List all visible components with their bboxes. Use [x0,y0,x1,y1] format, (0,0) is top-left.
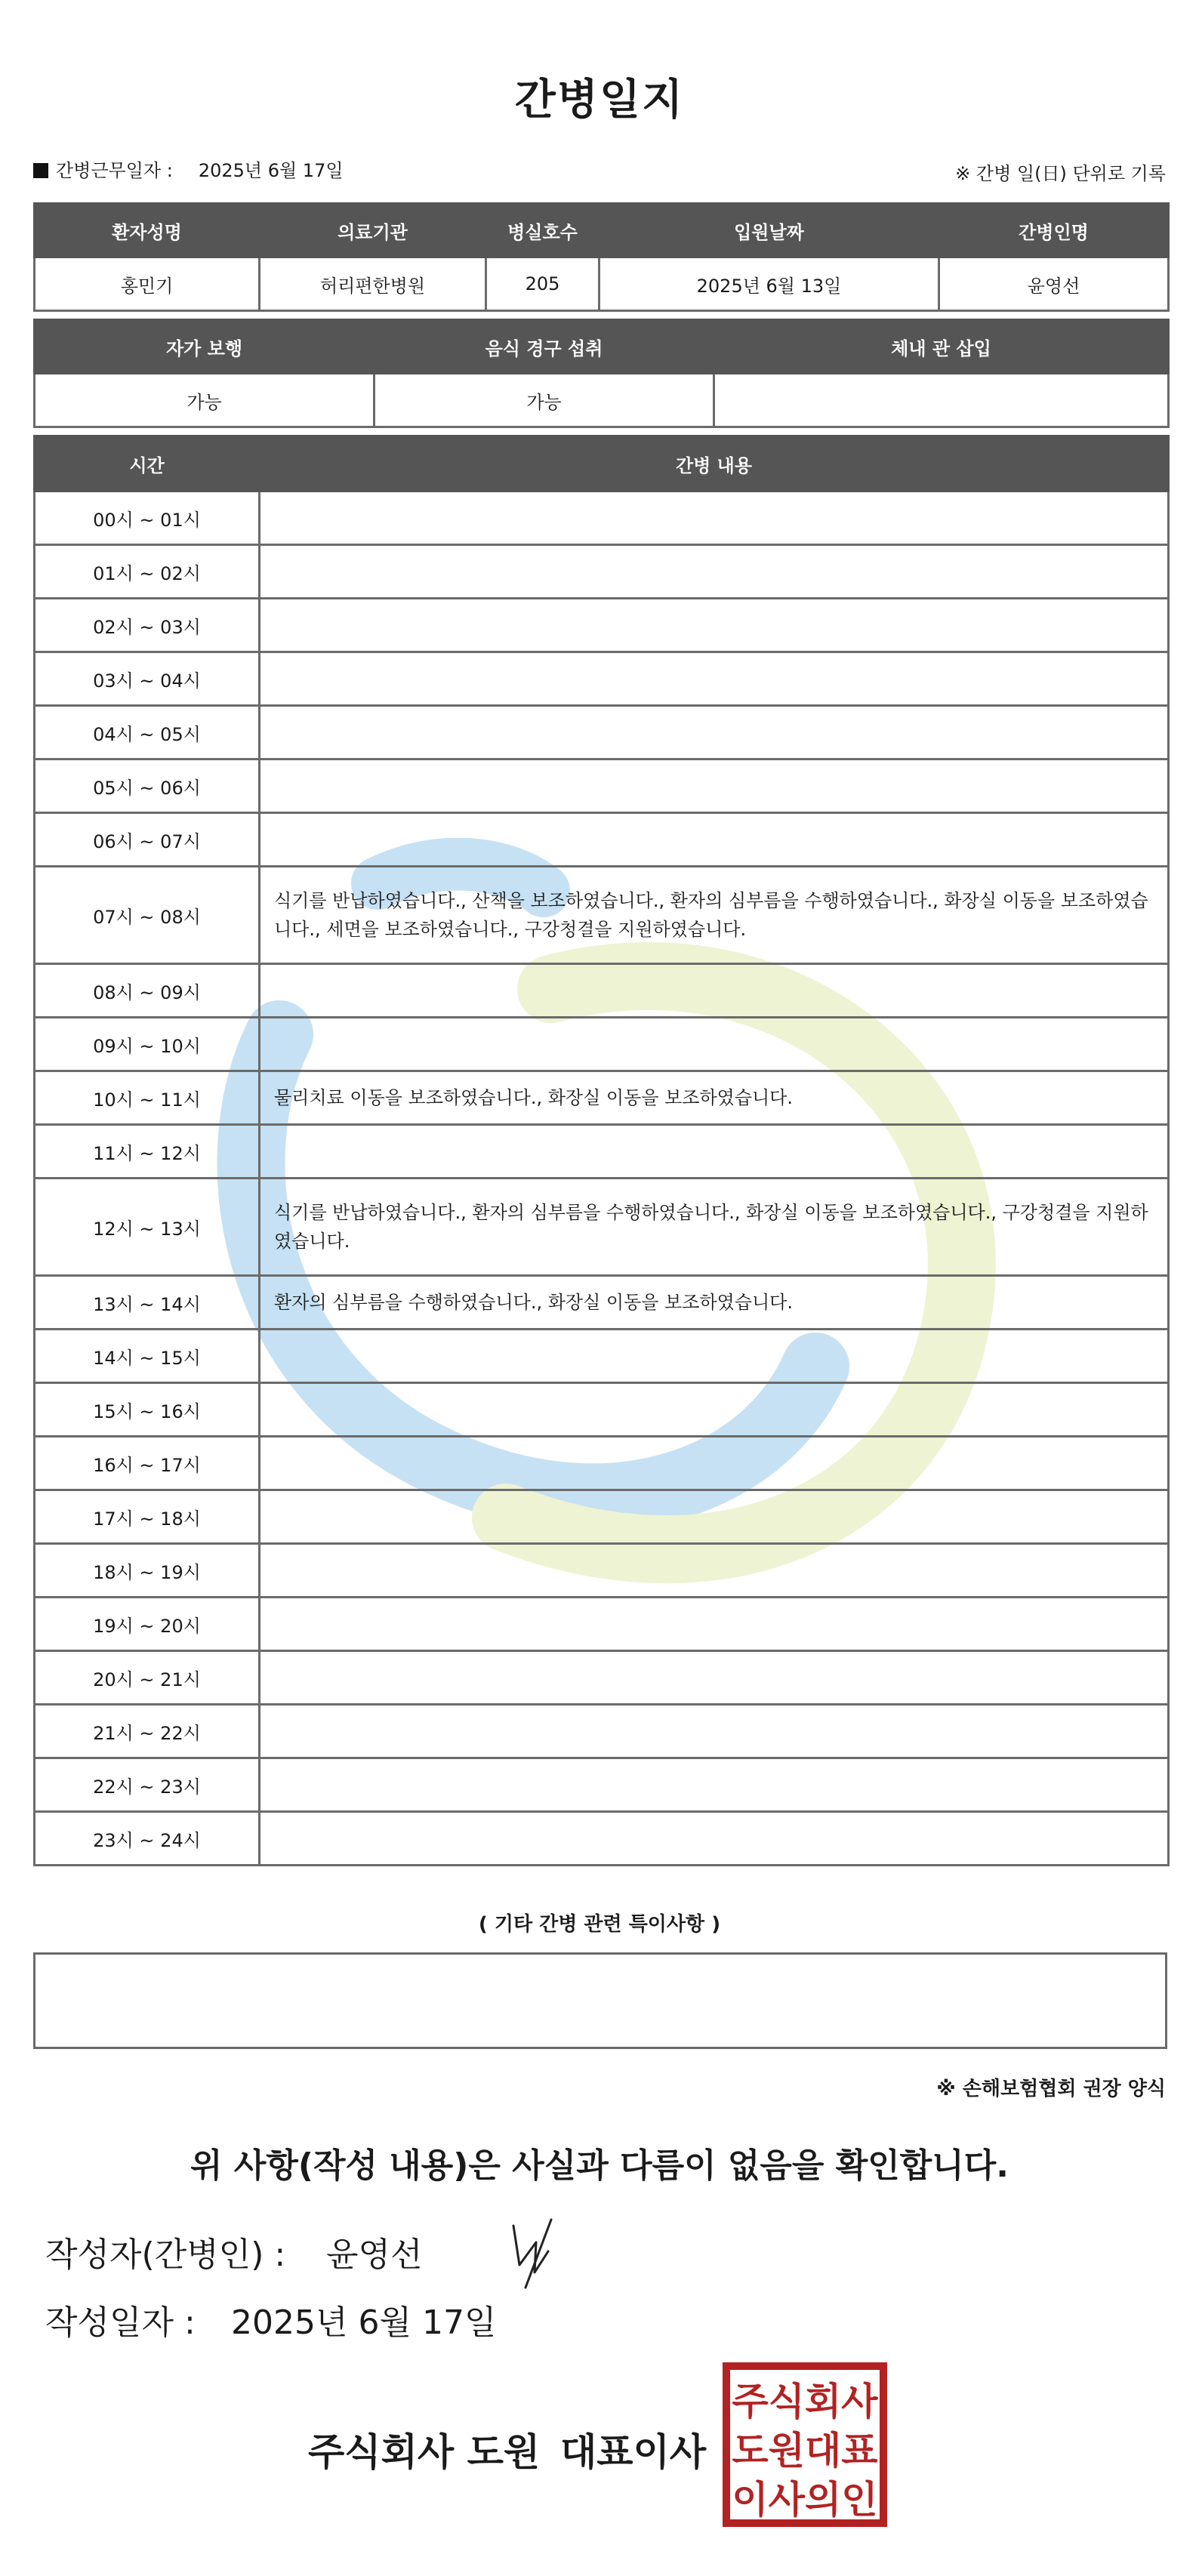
care-content-cell [260,1383,1169,1437]
time-cell: 23시 ~ 24시 [35,1812,260,1866]
square-bullet-icon [33,163,48,178]
header-oral-intake: 음식 경구 섭취 [374,320,714,374]
time-cell: 17시 ~ 18시 [35,1490,260,1544]
care-content-cell [260,1437,1169,1490]
time-cell: 22시 ~ 23시 [35,1758,260,1812]
care-content-cell [260,1705,1169,1758]
hospital-name: 허리편한병원 [260,257,486,311]
company-name: 주식회사 도원 [308,2430,541,2474]
writer-label: 작성자(간병인) : [45,2236,286,2274]
care-log-table [33,435,1170,1866]
table-row [35,1383,1169,1437]
header-room: 병실호수 [486,204,600,257]
care-content-cell [260,1330,1169,1383]
time-cell: 14시 ~ 15시 [35,1330,260,1383]
time-cell: 07시 ~ 08시 [35,867,260,964]
patient-info-table [33,202,1170,312]
admission-date: 2025년 6월 13일 [600,257,939,311]
table-row [35,1651,1169,1705]
special-notes-label: ( 기타 간병 관련 특이사항 ) [478,1913,721,1936]
table-row [35,1490,1169,1544]
patient-value-row [35,257,1169,311]
time-cell: 06시 ~ 07시 [35,813,260,867]
room-number: 205 [486,257,600,311]
table-row [35,760,1169,813]
table-row [35,1276,1169,1330]
table-row [35,1018,1169,1071]
care-content-cell [260,1018,1169,1071]
table-row [35,964,1169,1018]
company-seal [722,2362,888,2528]
seal-line-2: 도원대표 [732,2429,878,2473]
source-note: ※ 손해보험협회 권장 양식 [936,2078,1166,2100]
time-cell: 15시 ~ 16시 [35,1383,260,1437]
header-caregiver-name: 간병인명 [939,204,1169,257]
time-cell: 21시 ~ 22시 [35,1705,260,1758]
header-care-content: 간병 내용 [260,436,1169,491]
table-row [35,1758,1169,1812]
header-patient-name: 환자성명 [35,204,260,257]
self-walking-value: 가능 [35,374,374,427]
status-value-row [35,374,1169,427]
care-content-cell [260,813,1169,867]
patient-name: 홍민기 [35,257,260,311]
time-cell: 08시 ~ 09시 [35,964,260,1018]
table-row [35,1071,1169,1125]
header-tube-insertion: 체내 관 삽입 [714,320,1169,374]
work-date-label: 간병근무일자 : [56,160,173,181]
time-cell: 03시 ~ 04시 [35,652,260,706]
table-row [35,599,1169,652]
care-content-cell [260,1490,1169,1544]
care-content-cell [260,491,1169,545]
care-content-cell [260,964,1169,1018]
patient-status-table [33,319,1170,428]
time-cell: 05시 ~ 06시 [35,760,260,813]
header-time: 시간 [35,436,260,491]
log-body [35,491,1169,1866]
time-cell: 04시 ~ 05시 [35,706,260,760]
care-content-cell: 환자의 심부름을 수행하였습니다., 화장실 이동을 보조하였습니다. [260,1276,1169,1330]
time-cell: 16시 ~ 17시 [35,1437,260,1490]
table-row [35,545,1169,599]
signature-mark [498,2212,574,2295]
table-row [35,491,1169,545]
time-cell: 11시 ~ 12시 [35,1125,260,1179]
written-date-label: 작성일자 : [45,2303,196,2342]
table-row [35,1330,1169,1383]
time-cell: 13시 ~ 14시 [35,1276,260,1330]
care-content-cell: 식기를 반납하였습니다., 산책을 보조하였습니다., 환자의 심부름을 수행하였습니다., 화장실 이동을 보조하였습니다., 세면을 보조하였습니다., 구강청결을 지원하였습니다. [260,867,1169,964]
care-content-cell [260,1598,1169,1651]
time-cell: 18시 ~ 19시 [35,1544,260,1598]
time-cell: 01시 ~ 02시 [35,545,260,599]
caregiver-name: 윤영선 [939,257,1169,311]
confirmation-statement: 위 사항(작성 내용)은 사실과 다름이 없음을 확인합니다. [190,2146,1009,2185]
table-row [35,1179,1169,1276]
table-row [35,706,1169,760]
status-header-row [35,320,1169,374]
tube-insertion-value [714,374,1169,427]
patient-header-row [35,204,1169,257]
ceo-title: 대표이사 [560,2430,707,2474]
care-content-cell [260,545,1169,599]
care-content-cell: 식기를 반납하였습니다., 환자의 심부름을 수행하였습니다., 화장실 이동을 보조하였습니다., 구강청결을 지원하였습니다. [260,1179,1169,1276]
table-row [35,652,1169,706]
seal-line-1: 주식회사 [732,2380,878,2423]
time-cell: 02시 ~ 03시 [35,599,260,652]
work-date-value: 2025년 6월 17일 [198,160,344,181]
care-content-cell [260,760,1169,813]
time-cell: 12시 ~ 13시 [35,1179,260,1276]
time-cell: 20시 ~ 21시 [35,1651,260,1705]
written-date-value: 2025년 6월 17일 [231,2303,497,2342]
work-date [33,156,344,182]
time-cell: 10시 ~ 11시 [35,1071,260,1125]
table-row [35,1125,1169,1179]
table-row [35,1544,1169,1598]
log-header-row [35,436,1169,491]
care-content-cell [260,1758,1169,1812]
care-content-cell [260,706,1169,760]
table-row [35,1598,1169,1651]
time-cell: 09시 ~ 10시 [35,1018,260,1071]
care-content-cell [260,599,1169,652]
care-content-cell [260,1651,1169,1705]
writer-name: 윤영선 [326,2236,423,2274]
table-row [35,1705,1169,1758]
time-cell: 00시 ~ 01시 [35,491,260,545]
special-notes-box [33,1952,1167,2049]
care-content-cell [260,1125,1169,1179]
seal-line-3: 이사의인 [732,2478,878,2522]
care-content-cell [260,1812,1169,1866]
document-title: 간병일지 [514,75,685,125]
care-content-cell: 물리치료 이동을 보조하였습니다., 화장실 이동을 보조하였습니다. [260,1071,1169,1125]
time-cell: 19시 ~ 20시 [35,1598,260,1651]
unit-note: ※ 간병 일(日) 단위로 기록 [955,163,1166,184]
table-row [35,813,1169,867]
care-content-cell [260,1544,1169,1598]
oral-intake-value: 가능 [374,374,714,427]
header-self-walking: 자가 보행 [35,320,374,374]
header-admission-date: 입원날짜 [600,204,939,257]
table-row [35,1812,1169,1866]
header-hospital: 의료기관 [260,204,486,257]
care-content-cell [260,652,1169,706]
table-row [35,1437,1169,1490]
table-row [35,867,1169,964]
